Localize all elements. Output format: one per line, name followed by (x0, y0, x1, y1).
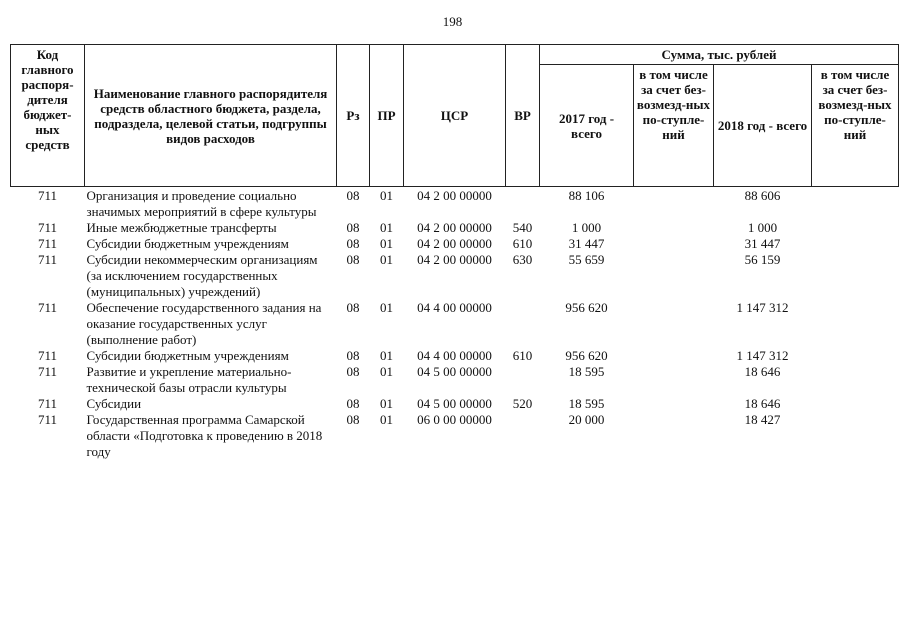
cell-pr: 01 (380, 348, 393, 363)
cell-rz: 08 (346, 348, 360, 363)
budget-table (10, 44, 899, 460)
cell-code: 711 (37, 236, 58, 251)
cell-csr: 04 5 00 00000 (417, 396, 492, 411)
cell-code: 711 (37, 188, 58, 203)
cell-code: 711 (37, 300, 58, 315)
cell-pr: 01 (380, 396, 393, 411)
cell-2017-free (634, 220, 714, 236)
header-rz: Рз (337, 45, 370, 187)
cell-code: 711 (37, 364, 58, 379)
cell-2018-free (812, 252, 899, 300)
cell-2017-free (634, 396, 714, 412)
table-row (11, 300, 899, 348)
cell-csr: 04 5 00 00000 (417, 364, 492, 379)
page-number: 198 (442, 14, 463, 29)
header-vr: ВР (506, 45, 540, 187)
cell-pr: 01 (380, 412, 393, 427)
cell-2018-free (812, 236, 899, 252)
cell-2017-total: 88 106 (568, 188, 605, 203)
cell-pr: 01 (380, 300, 393, 315)
cell-2017-free (634, 252, 714, 300)
table-row (11, 364, 899, 396)
cell-vr: 610 (512, 236, 533, 251)
table-row (11, 220, 899, 236)
cell-2018-total: 31 447 (744, 236, 781, 251)
cell-2017-free (634, 364, 714, 396)
cell-name: Субсидии (86, 396, 142, 411)
cell-code: 711 (37, 396, 58, 411)
cell-pr: 01 (380, 220, 393, 235)
cell-2017-total: 20 000 (568, 412, 605, 427)
cell-name: Развитие и укрепление материально-технической базы отрасли культуры (86, 364, 292, 395)
cell-name: Субсидии некоммерческим организациям (за исключением государственных (муниципальных) учреждений) (86, 252, 318, 299)
cell-pr: 01 (380, 364, 393, 379)
cell-rz: 08 (346, 396, 360, 411)
table-row (11, 236, 899, 252)
cell-vr (506, 187, 540, 221)
cell-rz: 08 (346, 188, 360, 203)
cell-pr: 01 (380, 188, 393, 203)
cell-2018-free (812, 348, 899, 364)
cell-2018-total: 1 147 312 (736, 300, 789, 315)
cell-vr: 540 (512, 220, 533, 235)
cell-name: Организация и проведение социально значимых мероприятий в сфере культуры (86, 188, 317, 219)
cell-pr: 01 (380, 236, 393, 251)
cell-2018-total: 18 646 (744, 364, 781, 379)
cell-2017-free (634, 236, 714, 252)
cell-name: Иные межбюджетные трансферты (86, 220, 277, 235)
cell-rz: 08 (346, 220, 360, 235)
cell-name: Субсидии бюджетным учреждениям (86, 348, 289, 363)
table-body (11, 187, 899, 461)
cell-csr: 06 0 00 00000 (417, 412, 492, 427)
cell-2017-total: 31 447 (568, 236, 605, 251)
cell-2018-total: 18 646 (744, 396, 781, 411)
table-row (11, 412, 899, 460)
cell-2017-free (634, 187, 714, 221)
cell-2018-total: 1 000 (747, 220, 778, 235)
cell-2018-free (812, 300, 899, 348)
cell-name: Государственная программа Самарской области «Подготовка к проведению в 2018 году (86, 412, 323, 459)
cell-code: 711 (37, 252, 58, 267)
cell-2017-free (634, 300, 714, 348)
cell-code: 711 (37, 348, 58, 363)
cell-csr: 04 2 00 00000 (417, 220, 492, 235)
cell-rz: 08 (346, 364, 360, 379)
cell-rz: 08 (346, 300, 360, 315)
cell-csr: 04 4 00 00000 (417, 300, 492, 315)
cell-pr: 01 (380, 252, 393, 267)
cell-vr (506, 364, 540, 396)
cell-2017-total: 55 659 (568, 252, 605, 267)
cell-2018-free (812, 412, 899, 460)
cell-vr (506, 300, 540, 348)
cell-2018-free (812, 220, 899, 236)
header-2018-total: 2018 год - всего (714, 65, 812, 187)
header-2017-total: 2017 год - всего (540, 65, 634, 187)
table-row (11, 396, 899, 412)
header-code: Код главного распоря-дителя бюджет-ных средств (11, 45, 85, 187)
cell-2018-free (812, 187, 899, 221)
cell-rz: 08 (346, 412, 360, 427)
cell-csr: 04 2 00 00000 (417, 236, 492, 251)
header-csr: ЦСР (404, 45, 506, 187)
cell-vr: 610 (512, 348, 533, 363)
table-row (11, 187, 899, 221)
cell-2017-total: 1 000 (571, 220, 602, 235)
header-pr: ПР (370, 45, 404, 187)
cell-2018-total: 18 427 (744, 412, 781, 427)
table-row (11, 348, 899, 364)
header-sum: Сумма, тыс. рублей (540, 45, 899, 65)
cell-2017-total: 956 620 (565, 300, 608, 315)
cell-2018-total: 56 159 (744, 252, 781, 267)
cell-csr: 04 2 00 00000 (417, 188, 492, 203)
cell-2018-total: 88 606 (744, 188, 781, 203)
cell-2018-free (812, 396, 899, 412)
cell-2017-free (634, 412, 714, 460)
cell-vr (506, 412, 540, 460)
cell-2018-total: 1 147 312 (736, 348, 789, 363)
cell-csr: 04 4 00 00000 (417, 348, 492, 363)
cell-2017-total: 18 595 (568, 364, 605, 379)
cell-rz: 08 (346, 236, 360, 251)
cell-2018-free (812, 364, 899, 396)
header-2018-free: в том числе за счет без-возмезд-ных по-ступле-ний (812, 65, 899, 187)
cell-name: Субсидии бюджетным учреждениям (86, 236, 289, 251)
cell-vr: 630 (512, 252, 533, 267)
cell-code: 711 (37, 220, 58, 235)
cell-name: Обеспечение государственного задания на оказание государственных услуг (выполнение работ) (86, 300, 322, 347)
header-name: Наименование главного распорядителя средств областного бюджета, раздела, подраздела, целевой статьи, подгруппы видов расходов (85, 45, 337, 187)
cell-code: 711 (37, 412, 58, 427)
header-row-top (11, 45, 899, 65)
cell-rz: 08 (346, 252, 360, 267)
cell-vr: 520 (512, 396, 533, 411)
header-2017-free: в том числе за счет без-возмезд-ных по-ступле-ний (634, 65, 714, 187)
cell-csr: 04 2 00 00000 (417, 252, 492, 267)
cell-2017-total: 18 595 (568, 396, 605, 411)
table-row (11, 252, 899, 300)
cell-2017-free (634, 348, 714, 364)
cell-2017-total: 956 620 (565, 348, 608, 363)
